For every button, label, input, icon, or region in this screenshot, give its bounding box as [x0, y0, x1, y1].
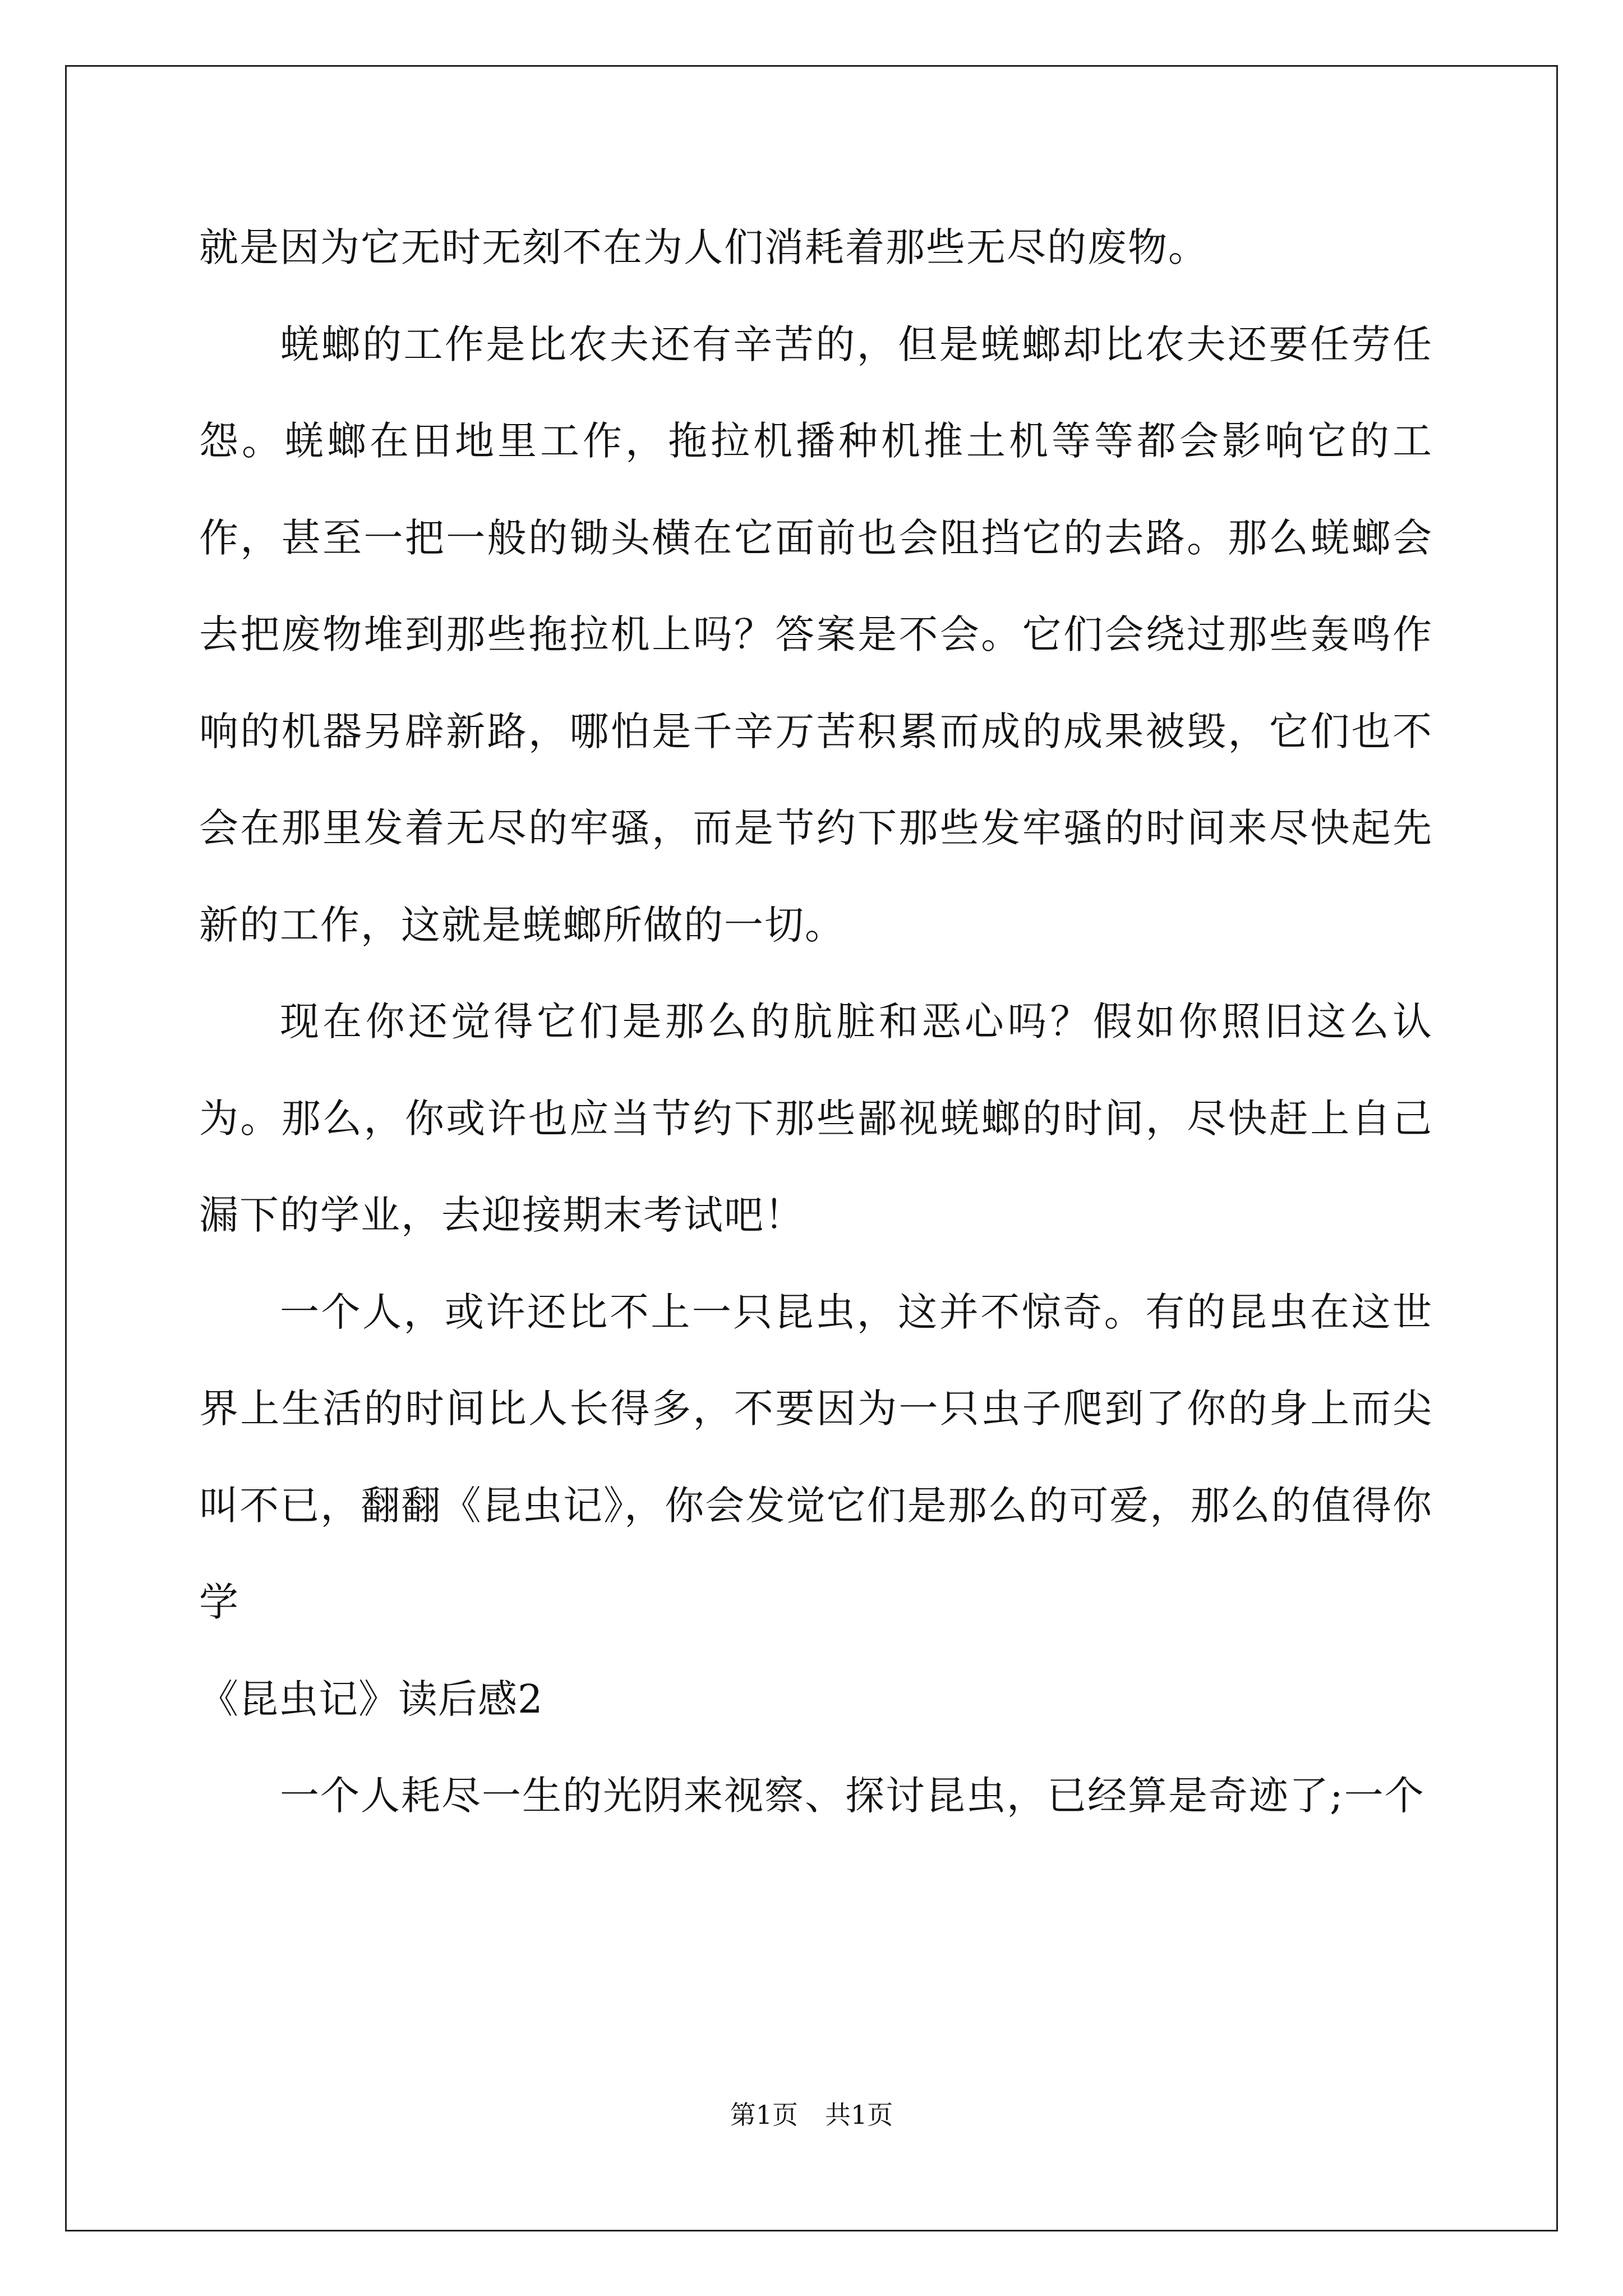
document-body: [199, 199, 1433, 1844]
paragraph-section2-start: 一个人耗尽一生的光阴来视察、探讨昆虫，已经算是奇迹了;一个: [280, 1773, 1425, 1819]
page-total: 共1页: [825, 2100, 893, 2130]
page-footer: [0, 2098, 1623, 2132]
paragraph-insects-lovely: 一个人，或许还比不上一只昆虫，这并不惊奇。有的昆虫在这世界上生活的时间比人长得多，不要因为一只虫子爬到了你的身上而尖叫不已，翻翻《昆虫记》，你会发觉它们是那么的可爱，那么的值得你学: [199, 1289, 1433, 1625]
paragraph-exam-advice: 现在你还觉得它们是那么的肮脏和恶心吗？假如你照旧这么认为。那么，你或许也应当节约下那些鄙视蜣螂的时间，尽快赶上自己漏下的学业，去迎接期末考试吧！: [199, 999, 1433, 1238]
paragraph-continuation: 就是因为它无时无刻不在为人们消耗着那些无尽的废物。: [199, 224, 1209, 270]
page-number: 第1页: [730, 2100, 798, 2130]
paragraph-dung-beetle-work: 蜣螂的工作是比农夫还有辛苦的，但是蜣螂却比农夫还要任劳任怨。蜣螂在田地里工作，拖拉机播种机推土机等等都会影响它的工作，甚至一把一般的锄头横在它面前也会阻挡它的去路。那么蜣螂会去把废物堆到那些拖拉机上吗？答案是不会。它们会绕过那些轰鸣作响的机器另辟新路，哪怕是千辛万苦积累而成的成果被毁，它们也不会在那里发着无尽的牢骚，而是节约下那些发牢骚的时间来尽快起先新的工作，这就是蜣螂所做的一切。: [199, 321, 1433, 948]
section-heading: 《昆虫记》读后感2: [199, 1676, 543, 1722]
